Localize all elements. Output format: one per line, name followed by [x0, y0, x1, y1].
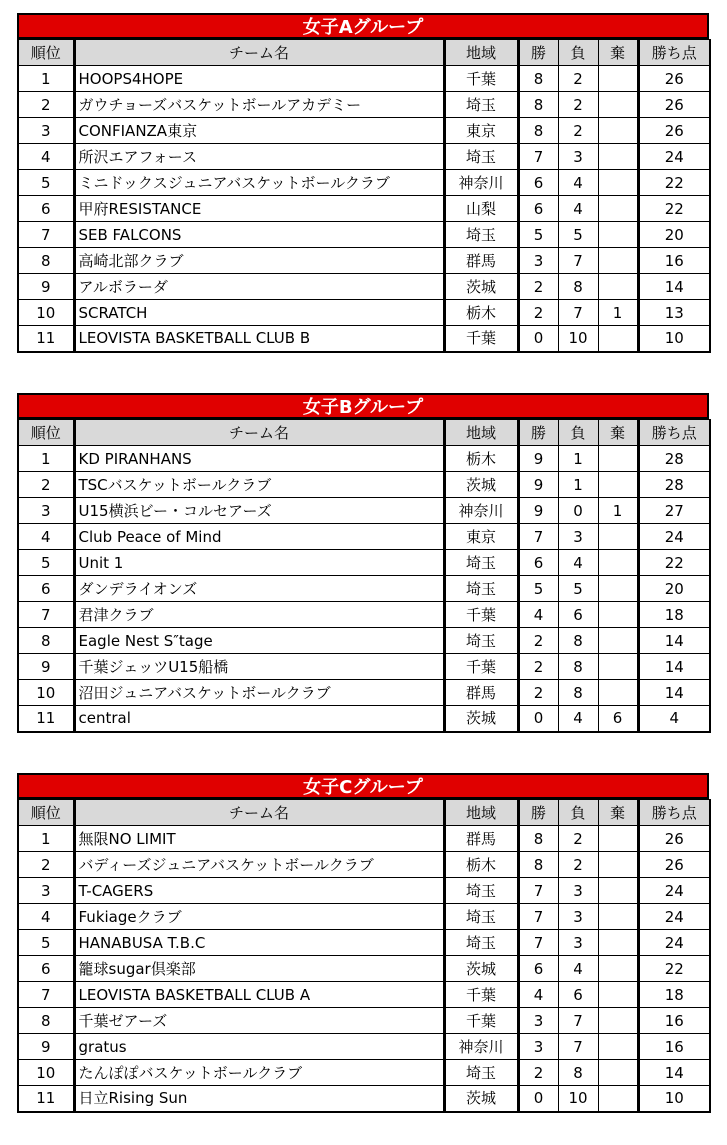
column-header-rank: 順位 [18, 40, 74, 66]
cell-win: 9 [518, 446, 558, 472]
column-header-points: 勝ち点 [638, 420, 710, 446]
cell-team: SCRATCH [74, 300, 444, 326]
cell-area: 埼玉 [444, 550, 518, 576]
column-header-forfeit: 棄 [598, 420, 638, 446]
cell-forfeit [598, 196, 638, 222]
cell-loss: 8 [558, 628, 598, 654]
cell-win: 5 [518, 222, 558, 248]
column-header-loss: 負 [558, 800, 598, 826]
cell-area: 山梨 [444, 196, 518, 222]
column-header-area: 地域 [444, 800, 518, 826]
cell-points: 16 [638, 1034, 710, 1060]
cell-rank: 7 [18, 222, 74, 248]
cell-forfeit [598, 930, 638, 956]
cell-win: 9 [518, 472, 558, 498]
cell-points: 26 [638, 826, 710, 852]
cell-points: 24 [638, 878, 710, 904]
cell-win: 3 [518, 1034, 558, 1060]
cell-loss: 8 [558, 654, 598, 680]
cell-forfeit [598, 92, 638, 118]
table-row [18, 472, 710, 498]
cell-rank: 2 [18, 92, 74, 118]
cell-loss: 4 [558, 196, 598, 222]
table-row [18, 144, 710, 170]
header-row [18, 40, 710, 66]
cell-points: 22 [638, 956, 710, 982]
cell-team: U15横浜ビー・コルセアーズ [74, 498, 444, 524]
cell-forfeit [598, 602, 638, 628]
table-row [18, 878, 710, 904]
cell-loss: 2 [558, 66, 598, 92]
cell-points: 22 [638, 196, 710, 222]
cell-area: 茨城 [444, 1086, 518, 1112]
cell-forfeit [598, 852, 638, 878]
cell-win: 0 [518, 1086, 558, 1112]
cell-forfeit [598, 118, 638, 144]
cell-team: 千葉ゼアーズ [74, 1008, 444, 1034]
cell-team: 日立Rising Sun [74, 1086, 444, 1112]
cell-loss: 5 [558, 222, 598, 248]
cell-points: 14 [638, 654, 710, 680]
column-header-forfeit: 棄 [598, 40, 638, 66]
cell-points: 28 [638, 472, 710, 498]
cell-win: 4 [518, 982, 558, 1008]
cell-points: 14 [638, 628, 710, 654]
cell-win: 6 [518, 550, 558, 576]
cell-team: LEOVISTA BASKETBALL CLUB A [74, 982, 444, 1008]
cell-points: 14 [638, 1060, 710, 1086]
cell-rank: 10 [18, 1060, 74, 1086]
cell-rank: 1 [18, 446, 74, 472]
column-header-points: 勝ち点 [638, 40, 710, 66]
cell-rank: 4 [18, 144, 74, 170]
table-row [18, 1060, 710, 1086]
cell-loss: 6 [558, 602, 598, 628]
cell-win: 2 [518, 680, 558, 706]
cell-area: 千葉 [444, 982, 518, 1008]
table-row [18, 930, 710, 956]
cell-team: Unit 1 [74, 550, 444, 576]
cell-rank: 11 [18, 1086, 74, 1112]
group-section [17, 393, 709, 733]
cell-forfeit [598, 222, 638, 248]
table-row [18, 706, 710, 732]
cell-points: 24 [638, 144, 710, 170]
table-row [18, 602, 710, 628]
cell-forfeit [598, 446, 638, 472]
cell-area: 群馬 [444, 248, 518, 274]
column-header-win: 勝 [518, 420, 558, 446]
cell-win: 9 [518, 498, 558, 524]
cell-loss: 2 [558, 826, 598, 852]
cell-loss: 2 [558, 852, 598, 878]
cell-win: 7 [518, 930, 558, 956]
cell-team: バディーズジュニアバスケットボールクラブ [74, 852, 444, 878]
table-row [18, 982, 710, 1008]
cell-win: 8 [518, 826, 558, 852]
table-row [18, 118, 710, 144]
cell-win: 3 [518, 248, 558, 274]
cell-area: 埼玉 [444, 930, 518, 956]
cell-team: CONFIANZA東京 [74, 118, 444, 144]
cell-team: アルボラーダ [74, 274, 444, 300]
cell-forfeit [598, 170, 638, 196]
cell-win: 3 [518, 1008, 558, 1034]
cell-win: 2 [518, 274, 558, 300]
cell-rank: 6 [18, 956, 74, 982]
cell-forfeit [598, 326, 638, 352]
cell-area: 茨城 [444, 274, 518, 300]
table-row [18, 628, 710, 654]
table-row [18, 654, 710, 680]
cell-points: 26 [638, 118, 710, 144]
cell-forfeit [598, 1060, 638, 1086]
cell-forfeit [598, 904, 638, 930]
table-row [18, 446, 710, 472]
cell-rank: 9 [18, 274, 74, 300]
column-header-area: 地域 [444, 40, 518, 66]
column-header-team: チーム名 [74, 800, 444, 826]
column-header-team: チーム名 [74, 40, 444, 66]
cell-forfeit [598, 982, 638, 1008]
cell-area: 千葉 [444, 1008, 518, 1034]
cell-rank: 4 [18, 904, 74, 930]
cell-loss: 1 [558, 472, 598, 498]
cell-rank: 9 [18, 654, 74, 680]
cell-points: 24 [638, 524, 710, 550]
cell-team: T-CAGERS [74, 878, 444, 904]
cell-rank: 3 [18, 118, 74, 144]
table-row [18, 904, 710, 930]
cell-forfeit [598, 1008, 638, 1034]
table-row [18, 300, 710, 326]
column-header-area: 地域 [444, 420, 518, 446]
group-title: 女子Aグループ [17, 13, 709, 39]
cell-team: ミニドックスジュニアバスケットボールクラブ [74, 170, 444, 196]
cell-team: Eagle Nest S″tage [74, 628, 444, 654]
cell-win: 2 [518, 628, 558, 654]
cell-points: 13 [638, 300, 710, 326]
cell-loss: 4 [558, 550, 598, 576]
column-header-forfeit: 棄 [598, 800, 638, 826]
cell-team: 君津クラブ [74, 602, 444, 628]
cell-team: 所沢エアフォース [74, 144, 444, 170]
cell-loss: 8 [558, 680, 598, 706]
cell-points: 18 [638, 602, 710, 628]
cell-loss: 7 [558, 1034, 598, 1060]
cell-points: 14 [638, 680, 710, 706]
cell-win: 8 [518, 118, 558, 144]
cell-rank: 4 [18, 524, 74, 550]
cell-team: ガウチョーズバスケットボールアカデミー [74, 92, 444, 118]
cell-rank: 2 [18, 852, 74, 878]
cell-team: SEB FALCONS [74, 222, 444, 248]
cell-points: 16 [638, 248, 710, 274]
cell-points: 27 [638, 498, 710, 524]
table-row [18, 326, 710, 352]
cell-points: 14 [638, 274, 710, 300]
cell-area: 埼玉 [444, 222, 518, 248]
cell-win: 6 [518, 170, 558, 196]
cell-forfeit [598, 1034, 638, 1060]
cell-rank: 2 [18, 472, 74, 498]
cell-forfeit [598, 524, 638, 550]
cell-rank: 5 [18, 170, 74, 196]
cell-rank: 8 [18, 1008, 74, 1034]
cell-rank: 6 [18, 196, 74, 222]
cell-team: たんぽぽバスケットボールクラブ [74, 1060, 444, 1086]
cell-points: 10 [638, 1086, 710, 1112]
cell-points: 24 [638, 930, 710, 956]
cell-area: 東京 [444, 524, 518, 550]
cell-forfeit [598, 956, 638, 982]
cell-points: 22 [638, 550, 710, 576]
cell-team: HOOPS4HOPE [74, 66, 444, 92]
cell-area: 群馬 [444, 680, 518, 706]
cell-loss: 7 [558, 1008, 598, 1034]
cell-forfeit [598, 248, 638, 274]
group-section [17, 773, 709, 1113]
cell-team: 千葉ジェッツU15船橋 [74, 654, 444, 680]
cell-loss: 3 [558, 878, 598, 904]
cell-rank: 10 [18, 680, 74, 706]
cell-forfeit: 6 [598, 706, 638, 732]
cell-loss: 0 [558, 498, 598, 524]
cell-loss: 7 [558, 300, 598, 326]
cell-forfeit: 1 [598, 498, 638, 524]
standings-table [17, 419, 711, 733]
cell-area: 神奈川 [444, 498, 518, 524]
cell-win: 7 [518, 524, 558, 550]
column-header-loss: 負 [558, 40, 598, 66]
column-header-rank: 順位 [18, 800, 74, 826]
cell-area: 千葉 [444, 66, 518, 92]
cell-forfeit [598, 680, 638, 706]
cell-area: 埼玉 [444, 92, 518, 118]
table-row [18, 524, 710, 550]
cell-loss: 4 [558, 706, 598, 732]
cell-forfeit: 1 [598, 300, 638, 326]
cell-win: 8 [518, 852, 558, 878]
cell-points: 18 [638, 982, 710, 1008]
cell-loss: 5 [558, 576, 598, 602]
cell-team: 高崎北部クラブ [74, 248, 444, 274]
cell-area: 埼玉 [444, 628, 518, 654]
table-row [18, 1008, 710, 1034]
cell-points: 26 [638, 66, 710, 92]
table-row [18, 826, 710, 852]
cell-area: 東京 [444, 118, 518, 144]
column-header-win: 勝 [518, 800, 558, 826]
cell-team: Club Peace of Mind [74, 524, 444, 550]
cell-forfeit [598, 66, 638, 92]
cell-team: LEOVISTA BASKETBALL CLUB B [74, 326, 444, 352]
group-title: 女子Bグループ [17, 393, 709, 419]
cell-rank: 3 [18, 498, 74, 524]
table-row [18, 222, 710, 248]
table-row [18, 274, 710, 300]
cell-team: TSCバスケットボールクラブ [74, 472, 444, 498]
cell-team: 甲府RESISTANCE [74, 196, 444, 222]
cell-forfeit [598, 472, 638, 498]
cell-team: central [74, 706, 444, 732]
cell-points: 16 [638, 1008, 710, 1034]
cell-loss: 8 [558, 1060, 598, 1086]
table-row [18, 680, 710, 706]
cell-area: 埼玉 [444, 1060, 518, 1086]
cell-area: 茨城 [444, 956, 518, 982]
column-header-loss: 負 [558, 420, 598, 446]
column-header-points: 勝ち点 [638, 800, 710, 826]
cell-loss: 2 [558, 92, 598, 118]
cell-win: 7 [518, 144, 558, 170]
cell-loss: 3 [558, 144, 598, 170]
cell-loss: 10 [558, 326, 598, 352]
standings-table [17, 39, 711, 353]
cell-points: 28 [638, 446, 710, 472]
table-row [18, 576, 710, 602]
table-row [18, 956, 710, 982]
cell-forfeit [598, 576, 638, 602]
cell-loss: 3 [558, 904, 598, 930]
table-row [18, 852, 710, 878]
cell-area: 茨城 [444, 472, 518, 498]
cell-rank: 5 [18, 550, 74, 576]
table-row [18, 66, 710, 92]
cell-loss: 6 [558, 982, 598, 1008]
cell-area: 千葉 [444, 326, 518, 352]
column-header-win: 勝 [518, 40, 558, 66]
cell-rank: 5 [18, 930, 74, 956]
cell-forfeit [598, 1086, 638, 1112]
cell-area: 埼玉 [444, 144, 518, 170]
cell-win: 4 [518, 602, 558, 628]
cell-win: 7 [518, 878, 558, 904]
table-row [18, 170, 710, 196]
cell-loss: 3 [558, 524, 598, 550]
cell-points: 10 [638, 326, 710, 352]
cell-team: 籠球sugar倶楽部 [74, 956, 444, 982]
cell-area: 埼玉 [444, 904, 518, 930]
cell-rank: 9 [18, 1034, 74, 1060]
cell-loss: 8 [558, 274, 598, 300]
cell-area: 神奈川 [444, 170, 518, 196]
cell-forfeit [598, 550, 638, 576]
cell-rank: 8 [18, 248, 74, 274]
cell-points: 20 [638, 576, 710, 602]
header-row [18, 420, 710, 446]
cell-area: 千葉 [444, 602, 518, 628]
cell-forfeit [598, 654, 638, 680]
table-row [18, 550, 710, 576]
cell-points: 26 [638, 92, 710, 118]
cell-rank: 6 [18, 576, 74, 602]
cell-loss: 7 [558, 248, 598, 274]
cell-win: 8 [518, 66, 558, 92]
cell-team: KD PIRANHANS [74, 446, 444, 472]
cell-points: 4 [638, 706, 710, 732]
cell-win: 5 [518, 576, 558, 602]
cell-rank: 11 [18, 706, 74, 732]
cell-loss: 4 [558, 170, 598, 196]
standings-table [17, 799, 711, 1113]
cell-team: HANABUSA T.B.C [74, 930, 444, 956]
table-row [18, 498, 710, 524]
column-header-team: チーム名 [74, 420, 444, 446]
cell-win: 7 [518, 904, 558, 930]
cell-win: 6 [518, 956, 558, 982]
cell-rank: 7 [18, 602, 74, 628]
cell-loss: 4 [558, 956, 598, 982]
cell-points: 22 [638, 170, 710, 196]
cell-team: gratus [74, 1034, 444, 1060]
cell-rank: 8 [18, 628, 74, 654]
cell-points: 20 [638, 222, 710, 248]
group-title: 女子Cグループ [17, 773, 709, 799]
cell-area: 神奈川 [444, 1034, 518, 1060]
cell-win: 2 [518, 300, 558, 326]
cell-loss: 1 [558, 446, 598, 472]
group-section [17, 13, 709, 353]
cell-area: 埼玉 [444, 878, 518, 904]
cell-rank: 7 [18, 982, 74, 1008]
table-row [18, 196, 710, 222]
cell-area: 茨城 [444, 706, 518, 732]
table-row [18, 1086, 710, 1112]
cell-rank: 3 [18, 878, 74, 904]
cell-forfeit [598, 878, 638, 904]
cell-area: 栃木 [444, 446, 518, 472]
cell-area: 埼玉 [444, 576, 518, 602]
cell-team: ダンデライオンズ [74, 576, 444, 602]
cell-points: 26 [638, 852, 710, 878]
cell-team: Fukiageクラブ [74, 904, 444, 930]
cell-win: 8 [518, 92, 558, 118]
cell-loss: 2 [558, 118, 598, 144]
cell-team: 沼田ジュニアバスケットボールクラブ [74, 680, 444, 706]
cell-team: 無限NO LIMIT [74, 826, 444, 852]
cell-area: 栃木 [444, 300, 518, 326]
cell-rank: 1 [18, 66, 74, 92]
cell-loss: 10 [558, 1086, 598, 1112]
cell-win: 0 [518, 326, 558, 352]
cell-win: 6 [518, 196, 558, 222]
cell-forfeit [598, 628, 638, 654]
table-row [18, 248, 710, 274]
cell-rank: 1 [18, 826, 74, 852]
cell-win: 2 [518, 1060, 558, 1086]
column-header-rank: 順位 [18, 420, 74, 446]
cell-forfeit [598, 274, 638, 300]
cell-forfeit [598, 826, 638, 852]
cell-forfeit [598, 144, 638, 170]
cell-rank: 10 [18, 300, 74, 326]
cell-win: 2 [518, 654, 558, 680]
cell-win: 0 [518, 706, 558, 732]
header-row [18, 800, 710, 826]
cell-points: 24 [638, 904, 710, 930]
cell-rank: 11 [18, 326, 74, 352]
table-row [18, 1034, 710, 1060]
cell-area: 栃木 [444, 852, 518, 878]
cell-area: 群馬 [444, 826, 518, 852]
cell-area: 千葉 [444, 654, 518, 680]
table-row [18, 92, 710, 118]
cell-loss: 3 [558, 930, 598, 956]
